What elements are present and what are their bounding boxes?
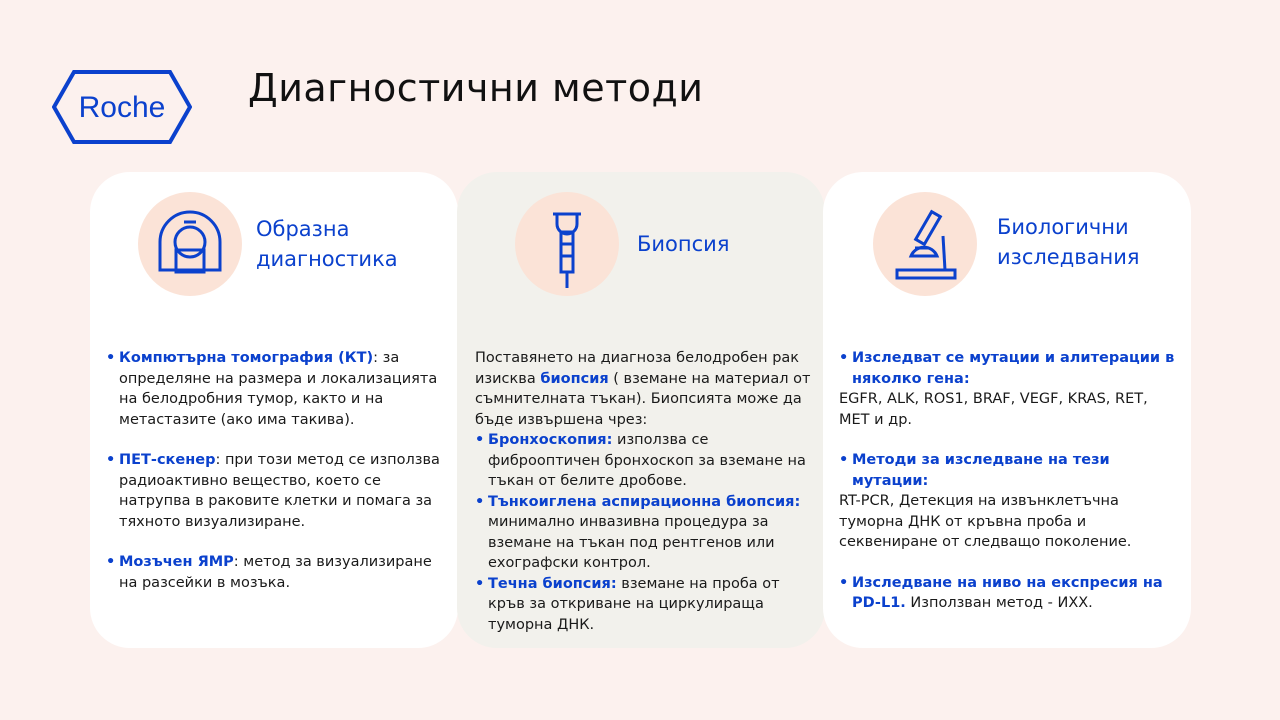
list-item: • Мозъчен ЯМР: метод за визуализиране на разсейки в мозъка. — [106, 552, 446, 593]
card-body-imaging — [106, 348, 446, 593]
biopsy-intro: Поставянето на диагноза белодробен рак изисква биопсия ( вземане на материал от съмнителната тъкан). Биопсията може да бъде извършена чрез: — [475, 350, 811, 428]
card-imaging — [90, 172, 458, 648]
list-item: • Изследват се мутации и алитерации в няколко гена: — [839, 348, 1179, 389]
microscope-icon — [873, 192, 977, 296]
list-item: EGFR, ALK, ROS1, BRAF, VEGF, KRAS, RET, MET и др. — [839, 391, 1148, 428]
logo-text: Roche — [78, 91, 166, 124]
card-title-biology: Биологични изследвания — [997, 215, 1140, 269]
list-item: RT-PCR, Детекция на извънклетъчна туморна ДНК от кръвна проба и секвениране от следващо поколение. — [839, 493, 1132, 550]
list-item: • Методи за изследване на тези мутации: — [839, 450, 1179, 491]
card-title-biopsy: Биопсия — [637, 232, 730, 256]
icon-circle — [138, 192, 242, 296]
roche-logo — [52, 70, 192, 144]
list-item: • ПЕТ-скенер: при този метод се използва радиоактивно вещество, което се натрупва в раковите клетки и помага за тяхното визуализиране. — [106, 450, 446, 532]
card-title-imaging: Образна диагностика — [256, 217, 398, 271]
list-item: • Бронхоскопия: използва се фиброоптичен бронхоскоп за вземане на тъкан от белите дробове. — [475, 430, 811, 492]
page-title: Диагностични методи — [248, 66, 704, 110]
icon-circle — [515, 192, 619, 296]
list-item: • Тънкоиглена аспирационна биопсия: минимално инвазивна процедура за вземане на тъкан под рентгенов или ехографски контрол. — [475, 492, 811, 574]
list-item: • Компютърна томография (КТ): за определяне на размера и локализацията на белодробния тумор, както и на метастазите (ако има такива). — [106, 348, 446, 430]
list-item: • Изследване на ниво на експресия на PD-L1. Използван метод - ИХХ. — [839, 573, 1179, 614]
icon-circle — [873, 192, 977, 296]
card-body-biopsy — [475, 348, 811, 635]
mri-scanner-icon — [138, 192, 242, 296]
biopsy-needle-icon — [515, 192, 619, 296]
card-body-biology — [839, 348, 1179, 614]
list-item: • Течна биопсия: вземане на проба от кръв за откриване на циркулираща туморна ДНК. — [475, 574, 811, 636]
card-biopsy — [457, 172, 825, 648]
card-biology — [823, 172, 1191, 648]
